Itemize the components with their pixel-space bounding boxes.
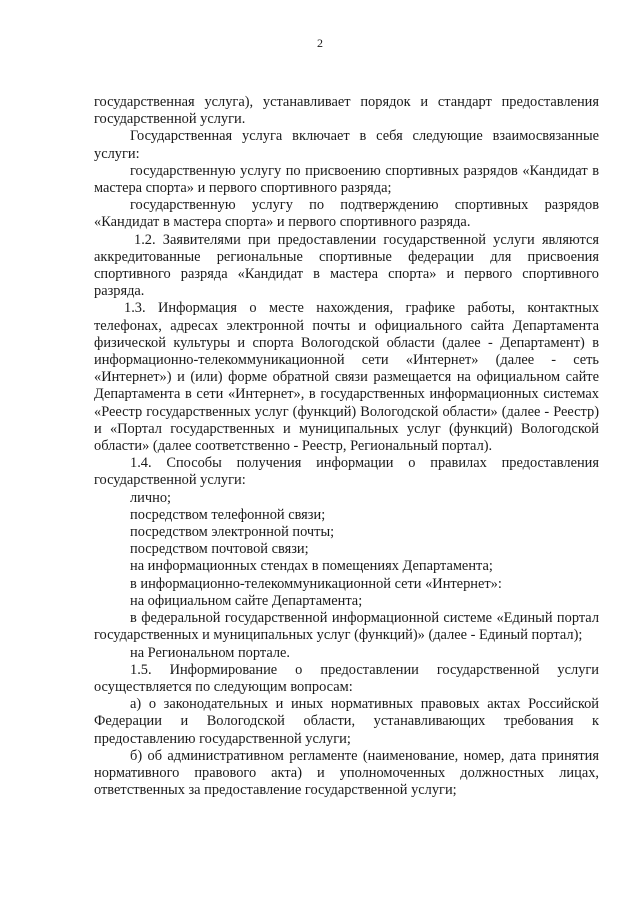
- list-item-in-person: лично;: [130, 489, 172, 506]
- paragraph-1-4-methods: 1.4. Способы получения информации о правилах предоставления государственной услуги:: [94, 455, 599, 489]
- list-item-stands: на информационных стендах в помещениях Департамента;: [130, 558, 493, 575]
- list-item-a-legislation: а) о законодательных и иных нормативных правовых актах Российской Федерации и Вологодской области, устанавливающих требования к предоставлению государственной услуги;: [94, 696, 599, 747]
- list-item-email: посредством электронной почты;: [130, 524, 335, 541]
- list-item-b-regulation: б) об административном регламенте (наименование, номер, дата принятия нормативного правового акта) и уполномоченных должностных лицах, ответственных за предоставление государственной услуги;: [94, 747, 599, 799]
- paragraph-service-confirmation: государственную услугу по подтверждению спортивных разрядов «Кандидат в мастера спорта» и первого спортивного разряда.: [94, 197, 599, 231]
- paragraph-intro-continuation: государственная услуга), устанавливает порядок и стандарт предоставления государственной услуги.: [94, 94, 599, 128]
- paragraph-services-intro: Государственная услуга включает в себя следующие взаимосвязанные услуги:: [94, 128, 599, 162]
- page-number: 2: [317, 36, 323, 50]
- paragraph-service-assignment: государственную услугу по присвоению спортивных разрядов «Кандидат в мастера спорта» и первого спортивного разряда;: [94, 162, 599, 197]
- paragraph-1-3-information: 1.3. Информация о месте нахождения, графике работы, контактных телефонах, адресах электронной почты и официального сайта Департамента физической культуры и спорта Вологодской области (далее - Департамент) в информационно-телекоммуникационной сети «Интернет» (далее - сеть «Интернет») и (или) форме обратной связи размещается на официальном сайте Департамента в сети «Интернет», в государственных информационных системах «Реестр государственных услуг (функций) Вологодской области» (далее - Реестр) и «Портал государственных и муниципальных услуг (функций) Вологодской области» (далее соответственно - Реестр, Региональный портал).: [94, 300, 599, 455]
- list-item-telephone: посредством телефонной связи;: [130, 506, 326, 523]
- list-item-regional-portal: на Региональном портале.: [130, 644, 291, 661]
- document-body: [94, 94, 599, 799]
- list-item-unified-portal: в федеральной государственной информационной системе «Единый портал государственных и муниципальных услуг (функций)» (далее - Единый портал);: [94, 610, 599, 644]
- list-item-post: посредством почтовой связи;: [130, 541, 309, 558]
- list-item-official-site: на официальном сайте Департамента;: [130, 592, 363, 609]
- paragraph-1-2-applicants: 1.2. Заявителями при предоставлении государственной услуги являются аккредитованные региональные спортивные федерации для присвоения спортивного разряда «Кандидат в мастера спорта» и первого спортивного разряда.: [94, 231, 599, 300]
- list-item-internet: в информационно-телекоммуникационной сети «Интернет»:: [130, 575, 502, 592]
- paragraph-1-5-informing: 1.5. Информирование о предоставлении государственной услуги осуществляется по следующим вопросам:: [94, 661, 599, 695]
